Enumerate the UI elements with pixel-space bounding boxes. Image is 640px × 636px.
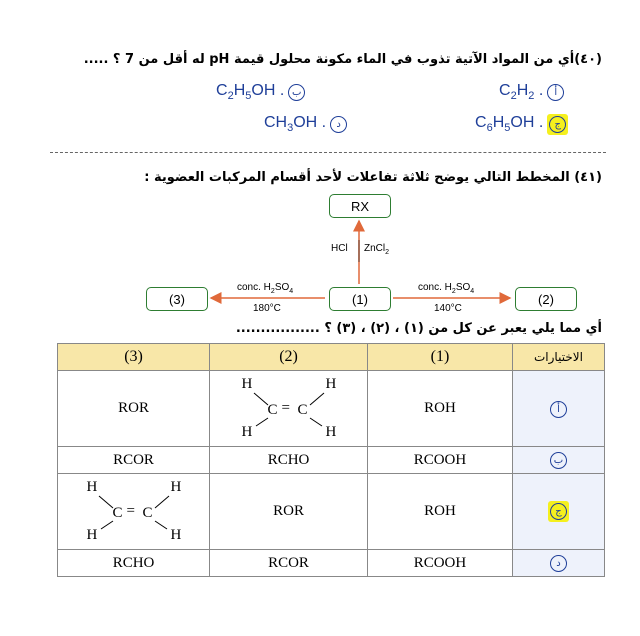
alkene-h3: H [241,423,253,440]
row-b-col-3: RCOR [58,447,210,474]
alkene2-c2: C [142,504,153,521]
header-col-1: (1) [368,344,513,371]
table-row-a[interactable] [58,371,605,447]
reagent-hcl: HCl [331,243,348,254]
table-row-d[interactable] [58,550,605,577]
row-c-col-1: ROH [368,474,513,550]
row-d-col-3: RCHO [58,550,210,577]
answer-table [57,343,605,577]
q40-option-c-badge: ج [549,116,566,133]
alkene-structure-2 [79,479,189,545]
table-row-c[interactable] [58,474,605,550]
reagent-zncl2: ZnCl$_2$ [364,243,390,256]
temp-right: 140°C [434,303,462,314]
row-a-option[interactable] [512,371,604,447]
alkene2-h4: H [170,526,182,543]
row-b-col-2: RCHO [210,447,368,474]
diagram-box-1: (1) [329,287,391,311]
row-a-col-2 [210,371,368,447]
row-b-col-1: RCOOH [368,447,513,474]
alkene2-h3: H [86,526,98,543]
row-c-badge: ج [550,503,567,520]
question-41-text: (٤١) المخطط التالي يوضح ثلاثة تفاعلات لأحد أقسام المركبات العضوية : [144,170,602,185]
q40-option-b-badge: ب [288,84,305,101]
row-c-col-2: ROR [210,474,368,550]
alkene-c1: C [267,401,278,418]
reagent-left: conc. $H_2SO_4$ [237,282,294,295]
table-header-row [58,344,605,371]
row-d-col-1: RCOOH [368,550,513,577]
reagent-right: conc. $H_2SO_4$ [418,282,475,295]
q40-option-c-formula: $C_6H_5OH$ . [475,114,544,135]
row-c-option[interactable] [512,474,604,550]
table-row-b[interactable] [58,447,605,474]
diagram-box-2: (2) [515,287,577,311]
alkene-h1: H [241,375,253,392]
row-a-col-3: ROR [58,371,210,447]
sub-question-text: أي مما يلي يعبر عن كل من (١) ، (٢) ، (٣) ؟ ................. [235,321,602,336]
q40-option-d-formula: $CH_3OH$ . [264,114,327,135]
alkene2-double-bond: = [126,502,135,519]
alkene-structure [234,376,344,442]
diagram-box-rx: RX [329,194,391,218]
q40-option-a-badge: أ [547,84,564,101]
diagram-box-3: (3) [146,287,208,311]
row-a-col-1: ROH [368,371,513,447]
row-d-badge: د [550,555,567,572]
row-b-option[interactable] [512,447,604,474]
row-d-col-2: RCOR [210,550,368,577]
alkene-h4: H [325,423,337,440]
alkene-c2: C [297,401,308,418]
header-options: الاختيارات [512,344,604,371]
alkene2-c1: C [112,504,123,521]
row-a-badge: أ [550,401,567,418]
alkene-h2: H [325,375,337,392]
alkene-double-bond: = [281,399,290,416]
header-col-3: (3) [58,344,210,371]
q40-option-a-formula: $C_2H_2$ . [499,82,544,103]
q40-option-b-formula: $C_2H_5OH$ . [216,82,285,103]
q40-option-d-badge: د [330,116,347,133]
header-col-2: (2) [210,344,368,371]
row-c-highlight [548,501,569,522]
question-40-text: (٤٠)أي من المواد الآتية تذوب في الماء مكونة محلول قيمة pH له أقل من 7 ؟ ..... [83,52,602,67]
alkene2-h1: H [86,478,98,495]
row-c-col-3 [58,474,210,550]
row-b-badge: ب [550,452,567,469]
temp-left: 180°C [253,303,281,314]
row-d-option[interactable] [512,550,604,577]
alkene2-h2: H [170,478,182,495]
